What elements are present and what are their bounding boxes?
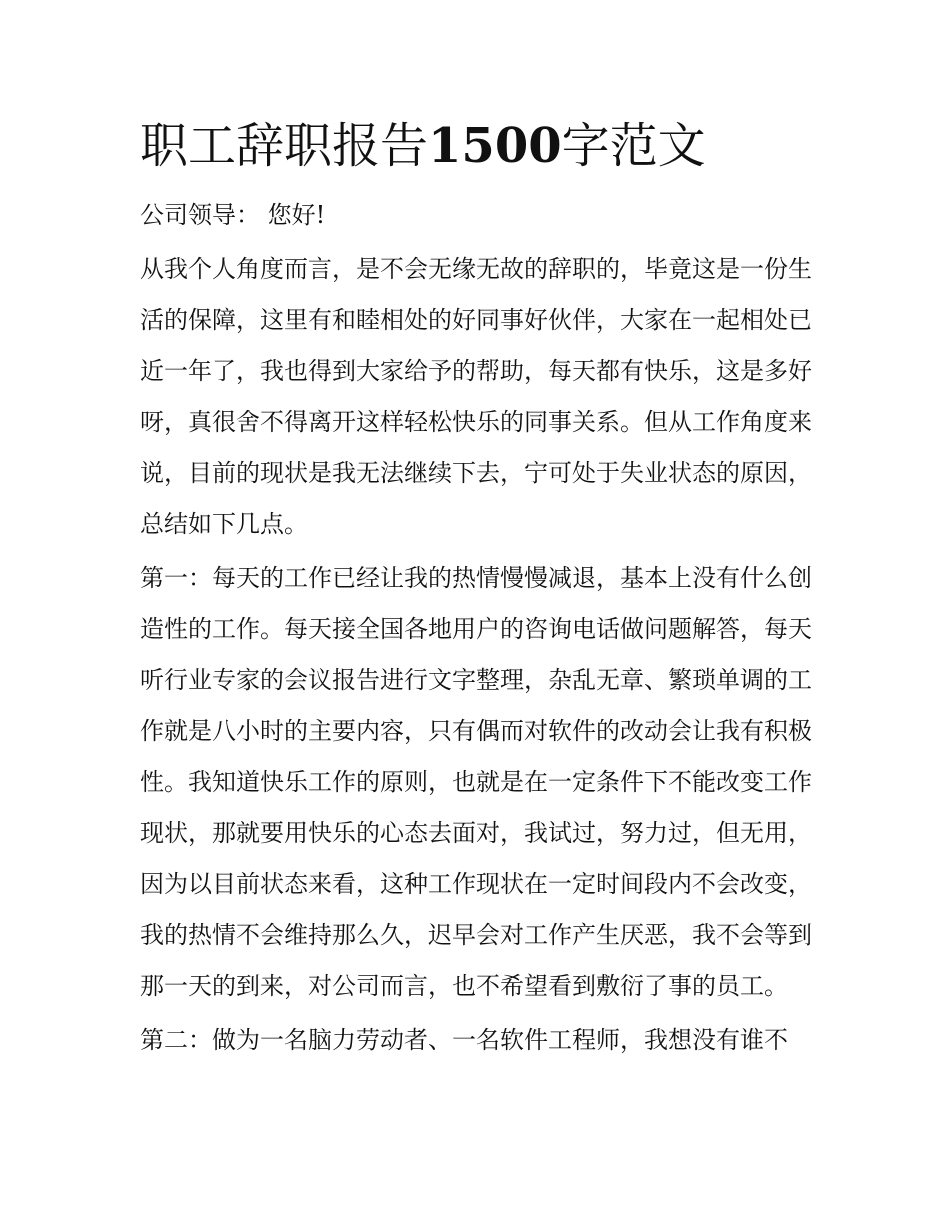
paragraph-3: 第二：做为一名脑力劳动者、一名软件工程师，我想没有谁不 bbox=[140, 1026, 788, 1054]
paragraph-1: 从我个人角度而言，是不会无缘无故的辞职的，毕竟这是一份生活的保障，这里有和睦相处的好同事好伙伴，大家在一起相处已近一年了，我也得到大家给予的帮助，每天都有快乐，这是多好呀，真很舍不得离开这样轻松快乐的同事关系。但从工作角度来说，目前的现状是我无法继续下去，宁可处于失业状态的原因，总结如下几点。 bbox=[140, 255, 812, 538]
document-page bbox=[140, 112, 812, 1069]
document-title bbox=[140, 112, 812, 180]
title-prefix: 职工辞职报告 bbox=[140, 118, 429, 174]
title-suffix: 字范文 bbox=[561, 118, 706, 174]
title-number: 1500 bbox=[428, 118, 562, 174]
paragraph-2: 第一：每天的工作已经让我的热情慢慢减退，基本上没有什么创造性的工作。每天接全国各地用户的咨询电话做问题解答，每天听行业专家的会议报告进行文字整理，杂乱无章、繁琐单调的工作就是八小时的主要内容，只有偶而对软件的改动会让我有积极性。我知道快乐工作的原则，也就是在一定条件下不能改变工作现状，那就要用快乐的心态去面对，我试过，努力过，但无用，因为以目前状态来看，这种工作现状在一定时间段内不会改变，我的热情不会维持那么久，迟早会对工作产生厌恶，我不会等到那一天的到来，对公司而言，也不希望看到敷衍了事的员工。 bbox=[140, 564, 812, 1000]
greeting: 公司领导： 您好! bbox=[140, 201, 326, 229]
